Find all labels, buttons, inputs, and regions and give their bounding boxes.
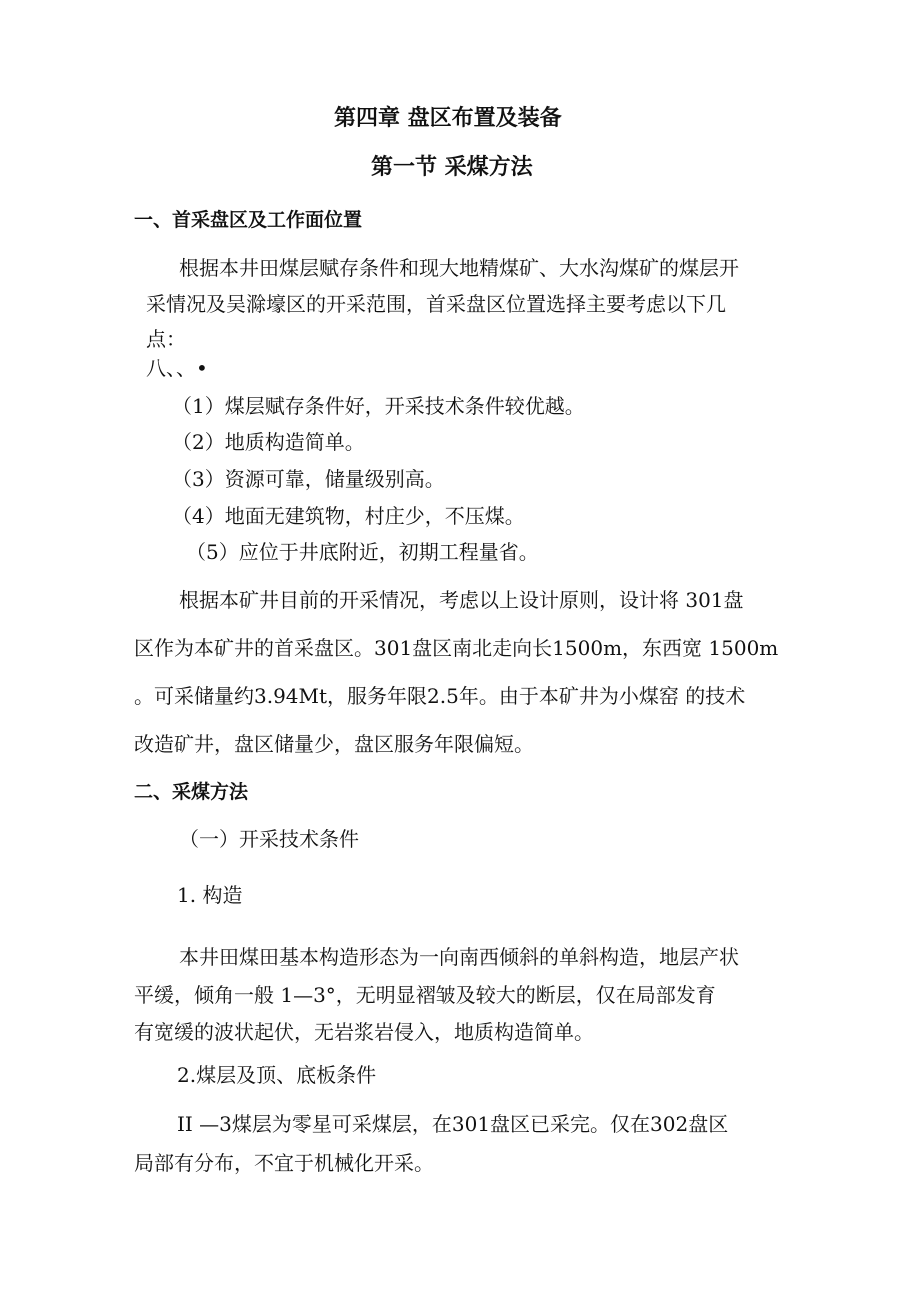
paragraph-line: 根据本井田煤层赋存条件和现大地精煤矿、大水沟煤矿的煤层开 bbox=[179, 256, 739, 280]
list-item: （4）地面无建筑物，村庄少，不压煤。 bbox=[172, 504, 525, 528]
subheading-mining-conditions: （一）开采技术条件 bbox=[179, 827, 359, 851]
paragraph-line: II —3煤层为零星可采煤层，在301盘区已采完。仅在302盘区 bbox=[177, 1112, 729, 1136]
heading-first-panel-location: 一、首采盘区及工作面位置 bbox=[134, 209, 363, 231]
paragraph-line: 局部有分布，不宜于机械化开采。 bbox=[134, 1151, 434, 1175]
list-item: （1）煤层赋存条件好，开采技术条件较优越。 bbox=[172, 394, 585, 418]
paragraph-line: 根据本矿井目前的开采情况，考虑以上设计原则，设计将 301盘 bbox=[179, 588, 744, 612]
list-item: （3）资源可靠，储量级别高。 bbox=[172, 467, 445, 491]
list-item: （5）应位于井底附近，初期工程量省。 bbox=[186, 540, 539, 564]
paragraph-line: 八、、• bbox=[146, 356, 208, 380]
paragraph-line: 有宽缓的波状起伏，无岩浆岩侵入，地质构造简单。 bbox=[134, 1020, 594, 1044]
paragraph-line: 。可采储量约3.94Mt，服务年限2.5年。由于本矿井为小煤窑 的技术 bbox=[134, 684, 746, 708]
subheading-structure: 1. 构造 bbox=[177, 883, 243, 907]
section-title: 第一节 采煤方法 bbox=[371, 155, 533, 180]
paragraph-line: 采情况及吴滁壕区的开采范围，首采盘区位置选择主要考虑以下几 bbox=[146, 292, 726, 316]
list-item: （2）地质构造简单。 bbox=[172, 430, 365, 454]
paragraph-line: 改造矿井，盘区储量少，盘区服务年限偏短。 bbox=[134, 732, 534, 756]
chapter-title: 第四章 盘区布置及装备 bbox=[334, 106, 562, 131]
heading-mining-method: 二、采煤方法 bbox=[134, 781, 249, 803]
subheading-coal-seam: 2.煤层及顶、底板条件 bbox=[177, 1063, 377, 1087]
paragraph-line: 点： bbox=[146, 327, 186, 351]
paragraph-line: 平缓，倾角一般 1—3°，无明显褶皱及较大的断层，仅在局部发育 bbox=[134, 983, 716, 1007]
paragraph-line: 本井田煤田基本构造形态为一向南西倾斜的单斜构造，地层产状 bbox=[179, 945, 739, 969]
paragraph-line: 区作为本矿井的首采盘区。301盘区南北走向长1500m，东西宽 1500m bbox=[134, 636, 779, 660]
